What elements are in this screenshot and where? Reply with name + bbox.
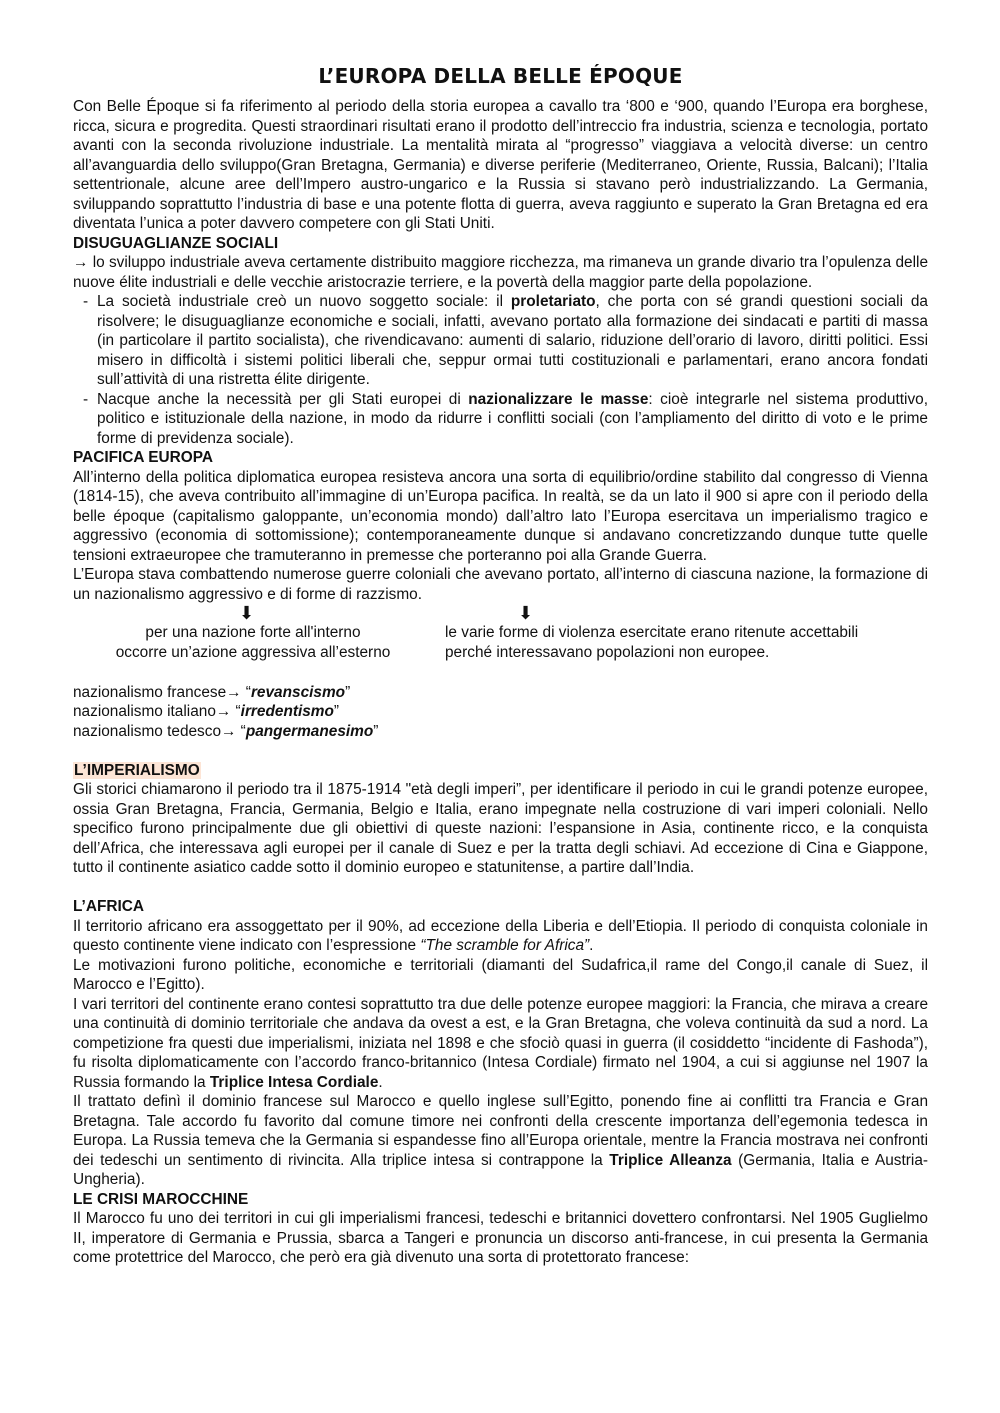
list-item: - Nacque anche la necessità per gli Stati europei di nazionalizzare le masse: cioè integrarle nel sistema produttivo, politico e istituzionale della nazione, in modo da ridurre i conflitti sociali (con l’ampliamento del diritto di voto e le prime forme di previdenza sociale). (73, 390, 928, 449)
left-consequence: per una nazione forte all'interno occorre un’azione aggressiva all’esterno (115, 624, 391, 661)
list-item: nazionalismo tedesco→ “pangermanesimo” (73, 722, 379, 740)
nationalism-list (73, 683, 928, 742)
africa-paragraph-3: I vari territori del continente erano contesi soprattutto tra due delle potenze europee maggiori: la Francia, che mirava a creare una continuità di dominio territoriale che andava da ovest a est, e la Gran Bretagna, che voleva continuità da sud a nord. La competizione fra questi due imperialismi, iniziata nel 1898 e che sfociò quasi in guerra (il cosiddetto “incidente di Fashoda”), fu risolta diplomaticamente con l’accordo franco-britannico (Intesa Cordiale) firmato nel 1904, a cui si aggiunse nel 1907 la Russia formando la Triplice Intesa Cordiale. (73, 995, 928, 1091)
arrow-row (73, 604, 928, 623)
section-heading-disuguaglianze: DISUGUAGLIANZE SOCIALI (73, 234, 279, 252)
crisi-paragraph: Il Marocco fu uno dei territori in cui gli imperialismi francesi, tedeschi e britannici dovettero confrontarsi. Nel 1905 Guglielmo II, imperatore di Germania e Prussia, sbarca a Tangeri e pronuncia un discorso anti-francese, in cui presenta la Germania come protettrice del Marocco, che però era già divenuto una sorta di protettorato francese: (73, 1210, 928, 1266)
down-arrow-icon: ⬇ (239, 603, 255, 623)
down-arrow-icon: ⬇ (518, 603, 534, 623)
section-heading-pacifica: PACIFICA EUROPA (73, 449, 213, 466)
section-heading-imperialismo: L’IMPERIALISMO (74, 761, 200, 779)
africa-paragraph-2: Le motivazioni furono politiche, economiche e territoriali (diamanti del Sudafrica,il rame del Congo,il canale di Suez, il Marocco e l’Egitto). (73, 956, 928, 993)
section-heading-crisi: LE CRISI MAROCCHINE (73, 1190, 249, 1208)
imperialismo-paragraph: Gli storici chiamarono il periodo tra il 1875-1914 "età degli imperi”, per identificare il periodo in cui le grandi potenze europee, ossia Gran Bretagna, Francia, Germania, Belgio e Italia, erano impegnate nella costruzione di vari imperi coloniali. Nello specifico furono principalmente due gli obiettivi di queste nazioni: l’espansione in Asia, continente ricco, e la conquista dell’Africa, che interessava agli europei per il canale di Suez e per la tratta degli schiavi. Ad eccezione di Cina e Giappone, tutto il continente asiatico cadde sotto il dominio europeo e statunitense, a partire dall’India. (73, 781, 928, 876)
term-proletariato: proletariato (510, 293, 596, 310)
list-item: nazionalismo italiano→ “irredentismo” (73, 703, 340, 720)
pacifica-paragraph-1: All’interno della politica diplomatica europea resisteva ancora una sorta di equilibrio/ordine stabilito dal congresso di Vienna (1814-15), che aveva contribuito all’immagine di un’Europa pacifica. In realtà, se da un lato il 900 si apre con il periodo della belle époque (capitalismo galoppante, un’economia mondo) dall’altro lato l’Europa esercitava un imperialismo tragico e aggressivo (economia di sottomissione); contemporaneamente dunque si andavano concretizzando dunque tutte quelle tensioni extraeuropee che tramuteranno in premesse che porteranno poi alla Grande Guerra. (73, 468, 928, 564)
page-title: L’EUROPA DELLA BELLE ÉPOQUE (318, 64, 683, 88)
consequences-columns (73, 623, 928, 663)
term-nazionalizzare: nazionalizzare le masse (468, 390, 649, 408)
right-consequence: le varie forme di violenza esercitate erano ritenute accettabili perché interessavano popolazioni non europee. (445, 624, 859, 661)
disuguaglianze-list (73, 292, 928, 448)
pacifica-paragraph-2: L’Europa stava combattendo numerose guerre coloniali che avevano portato, all’interno di ciascuna nazione, la formazione di un nazionalismo aggressivo e di forme di razzismo. (73, 566, 928, 603)
africa-paragraph-4: Il trattato definì il dominio francese sul Marocco e quello inglese sull’Egitto, ponendo fine ai conflitti tra Francia e Gran Bretagna. Tale accordo fu favorito dal comune timore nei confronti della crescente importanza dell’egemonia tedesca in Europa. La Russia temeva che la Germania si espandesse fino all’Europa orientale, mentre la Francia mostrava nei confronti dei tedeschi un sentimento di rivincita. Alla triplice intesa si contrappone la Triplice Alleanza (Germania, Italia e Austria-Ungheria). (73, 1093, 928, 1188)
disuguaglianze-paragraph: → lo sviluppo industriale aveva certamente distribuito maggiore ricchezza, ma rimaneva un grande divario tra l’opulenza delle nuove élite industriali e delle vecchie aristocrazie terriere, e la povertà della maggior parte della popolazione. (73, 254, 928, 291)
list-item: nazionalismo francese→ “revanscismo” (73, 683, 351, 701)
africa-paragraph-1: Il territorio africano era assoggettato per il 90%, ad eccezione della Liberia e dell’Etiopia. Il periodo di conquista coloniale in questo continente viene indicato con l’espressione “The scramble for Africa”. (73, 917, 928, 954)
list-item: - La società industriale creò un nuovo soggetto sociale: il proletariato, che porta con sé grandi questioni sociali da risolvere; le disuguaglianze economiche e sociali, infatti, avevano portato alla formazione dei sindacati e partiti di massa (in particolare il partito socialista), che rivendicavano: aumenti di salario, riduzione dell’orario di lavoro, diritti politici. Essi misero in difficoltà i sistemi politici liberali che, seppur ormai tutti costituzionali e parlamentari, erano ancora fondati sull’attività di una ristretta élite dirigente. (73, 292, 928, 390)
intro-paragraph: Con Belle Époque si fa riferimento al periodo della storia europea a cavallo tra ‘800 e ‘900, quando l’Europa era borghese, ricca, sicura e progredita. Questi straordinari risultati erano il prodotto dell’intreccio fra industria, scienza e tecnologia, portato avanti con la seconda rivoluzione industriale. La mentalità mirata al “progresso” viaggiava a velocità diverse: un centro all’avanguardia dello sviluppo(Gran Bretagna, Germania) e diverse periferie (Mediterraneo, Oriente, Russia, Balcani); l’Italia settentrionale, alcune aree dell’Impero austro-ungarico e la Russia si stavano però industrializzando. La Germania, sviluppando soprattutto l’industria di base e una potente flotta di guerra, aveva raggiunto e superato la Gran Bretagna ed era diventata l’unica a poter davvero competere con gli Stati Uniti. (73, 98, 928, 232)
section-heading-africa: L’AFRICA (73, 898, 144, 915)
